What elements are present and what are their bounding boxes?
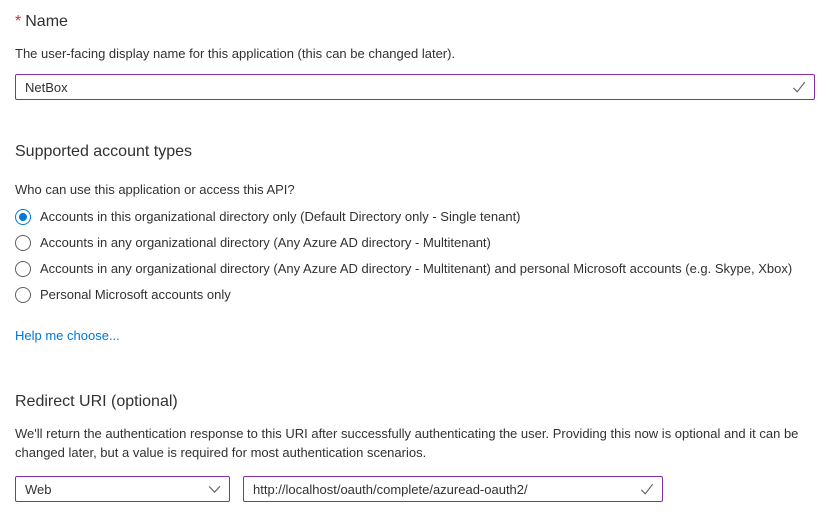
radio-option-single-tenant[interactable]: [15, 208, 815, 226]
radio-option-label: Accounts in any organizational directory (Any Azure AD directory - Multitenant) and personal Microsoft accounts (e.g. Skype, Xbox): [40, 261, 793, 276]
radio-option-label: Accounts in this organizational directory only (Default Directory only - Single tenant): [40, 209, 521, 224]
redirect-uri-input-wrapper: [243, 476, 663, 502]
account-types-title: Supported account types: [15, 143, 193, 160]
radio-button-icon: [15, 235, 31, 251]
radio-option-label: Accounts in any organizational directory (Any Azure AD directory - Multitenant): [40, 235, 491, 250]
radio-button-icon: [15, 209, 31, 225]
platform-select[interactable]: [15, 476, 230, 502]
name-input[interactable]: [15, 74, 815, 100]
required-asterisk: *: [15, 13, 22, 30]
supported-account-types-section: [15, 142, 815, 345]
radio-option-multitenant-personal[interactable]: [15, 260, 815, 278]
redirect-uri-title: Redirect URI (optional): [15, 393, 178, 410]
name-section-title: [15, 12, 815, 32]
radio-option-label: Personal Microsoft accounts only: [40, 287, 231, 302]
name-description: The user-facing display name for this application (this can be changed later).: [15, 46, 456, 61]
name-input-wrapper: [15, 74, 815, 100]
chevron-down-icon: [208, 485, 221, 494]
redirect-uri-section: [15, 392, 815, 502]
radio-button-icon: [15, 287, 31, 303]
radio-option-personal-only[interactable]: [15, 286, 815, 304]
platform-select-value: Web: [25, 481, 52, 497]
name-section: [15, 12, 815, 100]
redirect-uri-description: We'll return the authentication response to this URI after successfully authenticating the user. Providing this now is optional and it can be changed later, but a value is required for most authentication scenarios.: [15, 426, 799, 460]
redirect-uri-controls: [15, 476, 815, 502]
radio-button-icon: [15, 261, 31, 277]
radio-option-multitenant[interactable]: [15, 234, 815, 252]
account-type-radio-group: [15, 208, 815, 304]
name-title-text: Name: [25, 13, 68, 30]
redirect-uri-input[interactable]: [243, 476, 663, 502]
account-types-question: Who can use this application or access this API?: [15, 182, 295, 197]
help-me-choose-link[interactable]: Help me choose...: [15, 328, 120, 343]
